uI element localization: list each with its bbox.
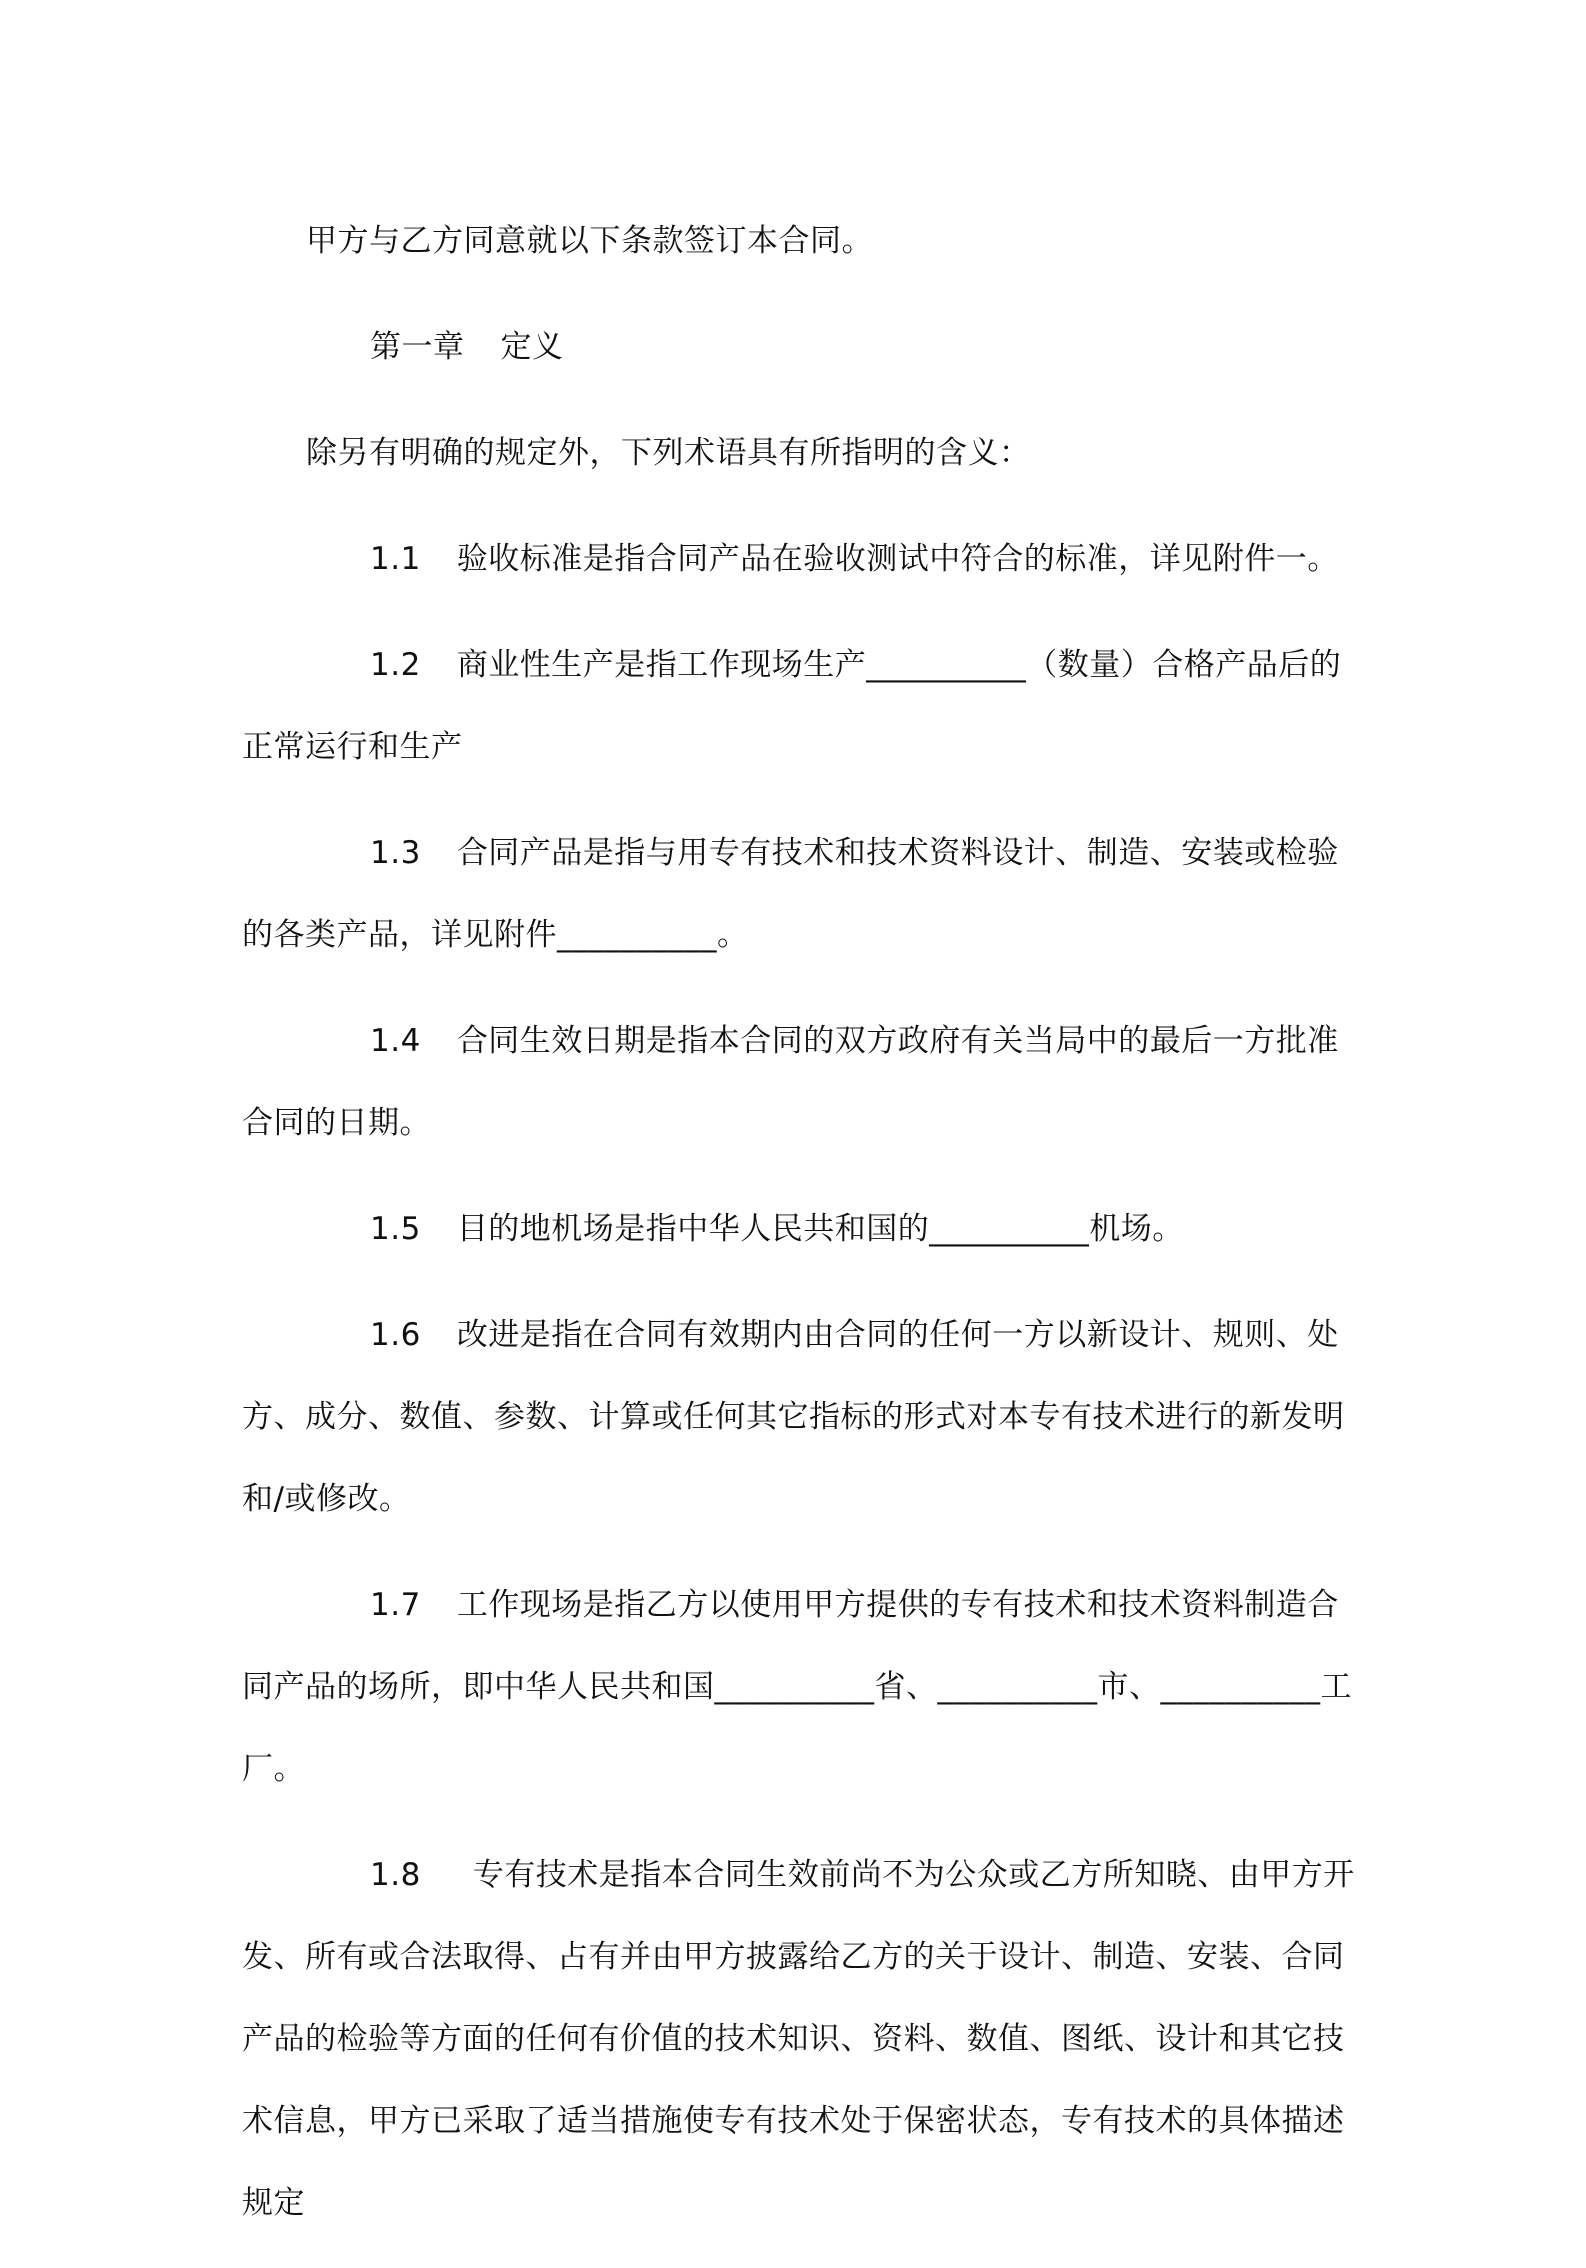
clause-text: 商业性生产是指工作现场生产__________（数量）合格产品后的正常运行和生产 xyxy=(242,647,1342,765)
clause-1-3 xyxy=(242,812,1362,976)
clause-number: 1.1 xyxy=(370,541,421,577)
clause-number: 1.8 xyxy=(370,1857,421,1893)
clause-text: 验收标准是指合同产品在验收测试中符合的标准，详见附件一。 xyxy=(456,541,1339,577)
clause-1-6 xyxy=(242,1294,1362,1540)
clause-number: 1.4 xyxy=(370,1023,421,1059)
clause-1-1 xyxy=(242,518,1362,600)
clause-1-2 xyxy=(242,624,1362,788)
clause-text: 合同生效日期是指本合同的双方政府有关当局中的最后一方批准合同的日期。 xyxy=(242,1023,1339,1141)
document-body xyxy=(242,200,1362,2268)
preamble-paragraph: 除另有明确的规定外，下列术语具有所指明的含义： xyxy=(306,435,1031,471)
clause-1-5 xyxy=(242,1188,1362,1270)
clause-text: 改进是指在合同有效期内由合同的任何一方以新设计、规则、处方、成分、数值、参数、计算或任何其它指标的形式对本专有技术进行的新发明和/或修改。 xyxy=(242,1317,1345,1517)
clause-number: 1.6 xyxy=(370,1317,421,1353)
clause-text: 目的地机场是指中华人民共和国的__________机场。 xyxy=(456,1211,1184,1247)
chapter-number: 第一章 xyxy=(370,329,465,365)
intro-paragraph: 甲方与乙方同意就以下条款签订本合同。 xyxy=(306,223,873,259)
chapter-title: 定义 xyxy=(500,329,564,365)
clause-1-4 xyxy=(242,1000,1362,1164)
clause-text: 专有技术是指本合同生效前尚不为公众或乙方所知晓、由甲方开发、所有或合法取得、占有并由甲方披露给乙方的关于设计、制造、安装、合同产品的检验等方面的任何有价值的技术知识、资料、数值、图纸、设计和其它技术信息，甲方已采取了适当措施使专有技术处于保密状态，专有技术的具体描述规定 xyxy=(242,1857,1355,2221)
clause-number: 1.7 xyxy=(370,1587,421,1623)
clause-text: 合同产品是指与用专有技术和技术资料设计、制造、安装或检验的各类产品，详见附件__________。 xyxy=(242,835,1339,953)
clause-number: 1.3 xyxy=(370,835,421,871)
chapter-heading xyxy=(242,306,1362,388)
clause-1-8 xyxy=(242,1834,1362,2244)
clause-1-7 xyxy=(242,1564,1362,1810)
clause-number: 1.5 xyxy=(370,1211,421,1247)
clause-text: 工作现场是指乙方以使用甲方提供的专有技术和技术资料制造合同产品的场所，即中华人民共和国__________省、__________市、__________工厂。 xyxy=(242,1587,1352,1787)
clause-number: 1.2 xyxy=(370,647,421,683)
